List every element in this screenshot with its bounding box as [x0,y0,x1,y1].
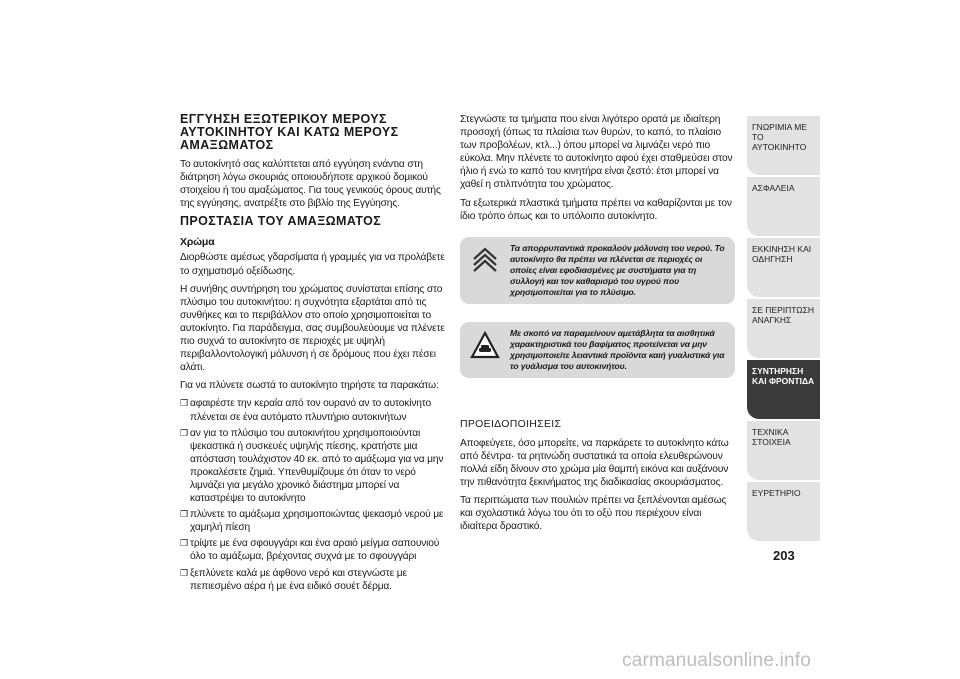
tab-getting-to-know[interactable]: ΓΝΩΡΙΜΙΑ ΜΕ ΤΟ ΑΥΤΟΚΙΝΗΤΟ [747,116,820,175]
left-column [180,113,448,596]
environment-note: Τα απορρυπαντικά προκαλούν μόλυνση του νερού. Το αυτοκίνητο θα πρέπει να πλένεται σε περιοχές οι οποίες είναι εφοδιασμένες με συστήματα για τη συλλογή και τον καθαρισμό του υγρού που χρησιμοποιείται για το πλύσιμο. [460,237,735,304]
checkbox-icon: ❒ [180,567,188,578]
watermark: carmanualsonline.info [622,650,812,671]
tab-emergency[interactable]: ΣΕ ΠΕΡΙΠΤΩΣΗ ΑΝΑΓΚΗΣ [747,299,820,358]
chapter-tabs [747,116,820,543]
wash-instructions-list [180,397,448,592]
warranty-paragraph: Το αυτοκίνητό σας καλύπτεται από εγγύηση ενάντια στη διάτρηση λόγω σκουριάς οποιουδήποτε αρχικού δομικού στοιχείου ή του αμαξώματος. Για τους γενικούς όρους αυτής της εγγύησης, ανατρέξτε στο βιβλίο της Εγγύησης. [180,159,441,210]
subheading-paint: Χρώμα [180,236,215,249]
environment-icon [470,245,500,275]
tab-technical-data[interactable]: ΤΕΧΝΙΚΑ ΣΤΟΙΧΕΙΑ [747,421,820,480]
tab-index[interactable]: ΕΥΡΕΤΗΡΙΟ [747,482,820,541]
list-item: ❒ πλύνετε το αμάξωμα χρησιμοποιώντας ψεκασμό νερού με χαμηλή πίεση [180,509,444,534]
paint-care-note: Με σκοπό να παραμείνουν αμετάβλητα τα αισθητικά χαρακτηριστικά του βαφίματος προτείνεται να μην χρησιμοποιείτε λειαντικά προϊόντα καιή γυαλιστικά για το γυάλισμα του αυτοκινήτου. [460,322,735,378]
car-warning-icon [470,330,500,360]
checkbox-icon: ❒ [180,538,188,549]
tab-maintenance[interactable]: ΣΥΝΤΗΡΗΣΗ ΚΑΙ ΦΡΟΝΤΙΔΑ [747,360,820,419]
paint-paragraph-3: Για να πλύνετε σωστά το αυτοκίνητο τηρήστε τα παρακάτω: [180,380,439,392]
paint-paragraph-1: Διορθώστε αμέσως γδαρσίματα ή γραμμές για να προλάβετε το σχηματισμό οξείδωσης. [180,252,445,277]
tab-safety[interactable]: ΑΣΦΑΛΕΙΑ [747,177,820,236]
checkbox-icon: ❒ [180,509,188,520]
checkbox-icon: ❒ [180,398,188,409]
bird-droppings-paragraph: Τα περιττώματα των πουλιών πρέπει να ξεπλένονται αμέσως και σχολαστικά λόγω του ότι το οξύ που περιέχουν είναι ιδιαίτερα δραστικό. [460,495,727,533]
page-number: 203 [773,548,795,563]
drying-paragraph: Στεγνώστε τα τμήματα που είναι λιγότερο ορατά με ιδιαίτερη προσοχή (όπως τα πλαίσια των θυρών, το καπό, το πλαίσιο των προβολέων, κτλ...) όπου μπορεί να λιμνάζει νερό πιο εύκολα. Μην πλένετε το αυτοκίνητο αφού έχει σταθμεύσει στον ήλιο ή ενώ το καπό του κινητήρα είναι ζεστό: έτσι μπορεί να χαθεί η στιλπνότητα του χρώματος. [460,114,733,191]
list-item: ❒ αν για το πλύσιμο του αυτοκινήτου χρησιμοποιούνται ψεκαστικά ή συσκευές υψηλής πίεσης, κρατήστε μια απόσταση τουλάχιστον 40 εκ. από το αμάξωμα για να μην προκαλέσετε ζημιά. Υπενθυμίζουμε ότι όταν το νερό λιμνάζει για μεγάλο χρονικό διάστημα μπορεί να καταστρέψει το αυτοκίνητο [180,427,444,505]
tab-starting-driving[interactable]: ΕΚΚΙΝΗΣΗ ΚΑΙ ΟΔΗΓΗΣΗ [747,238,820,297]
section-title-warnings: ΠΡΟΕΙΔΟΠΟΙΗΣΕΙΣ [460,417,562,430]
list-item: ❒ ξεπλύνετε καλά με άφθονο νερό και στεγνώστε με πεπιεσμένο αέρα ή με ένα ειδικό σουέτ δέρμα. [180,567,407,592]
checkbox-icon: ❒ [180,427,188,438]
list-item: ❒ αφαιρέστε την κεραία από τον ουρανό αν το αυτοκίνητο πλένεται σε ένα αυτόματο πλυντήριο αυτοκινήτων [180,398,432,423]
list-item: ❒ τρίψτε με ένα σφουγγάρι και ένα αραιό μείγμα σαπουνιού όλο το αμάξωμα, βρέχοντας συχνά με το σφουγγάρι [180,538,440,563]
heading-warranty: ΕΓΓΥΗΣΗ ΕΞΩΤΕΡΙΚΟΥ ΜΕΡΟΥΣ ΑΥΤΟΚΙΝΗΤΟΥ ΚΑΙ ΚΑΤΩ ΜΕΡΟΥΣ ΑΜΑΞΩΜΑΤΟΣ [180,112,399,152]
trees-paragraph: Αποφεύγετε, όσο μπορείτε, να παρκάρετε το αυτοκίνητο κάτω από δέντρα· τα ρητινώδη συστατικά τα οποία ελευθερώνουν πολλά είδη δίνουν στο χρώμα μία θαμπή εικόνα και αυξάνουν την πιθανότητα ξεκινήματος της διαδικασίας σκουριάσματος. [460,437,729,489]
right-column [460,113,735,539]
plastic-parts-paragraph: Τα εξωτερικά πλαστικά τμήματα πρέπει να καθαρίζονται με τον ίδιο τρόπο όπως και το υπόλοιπο αυτοκίνητο. [460,197,732,222]
heading-body-protection: ΠΡΟΣΤΑΣΙΑ ΤΟΥ ΑΜΑΞΩΜΑΤΟΣ [180,214,382,229]
paint-paragraph-2: Η συνήθης συντήρηση του χρώματος συνίσταται επίσης στο πλύσιμο του αυτοκινήτου: η συχνότητα εξαρτάται από τις συνθήκες και το περιβάλλον στο οποίο χρησιμοποιείται το αυτοκίνητο. Για παράδειγμα, σας συμβουλεύουμε να πλένετε πιο συχνά το αυτοκίνητο σε περιοχές με υψηλή περιβαλλοντολογική μόλυνση ή σε δρόμους που έχει πέσει αλάτι. [180,283,445,374]
